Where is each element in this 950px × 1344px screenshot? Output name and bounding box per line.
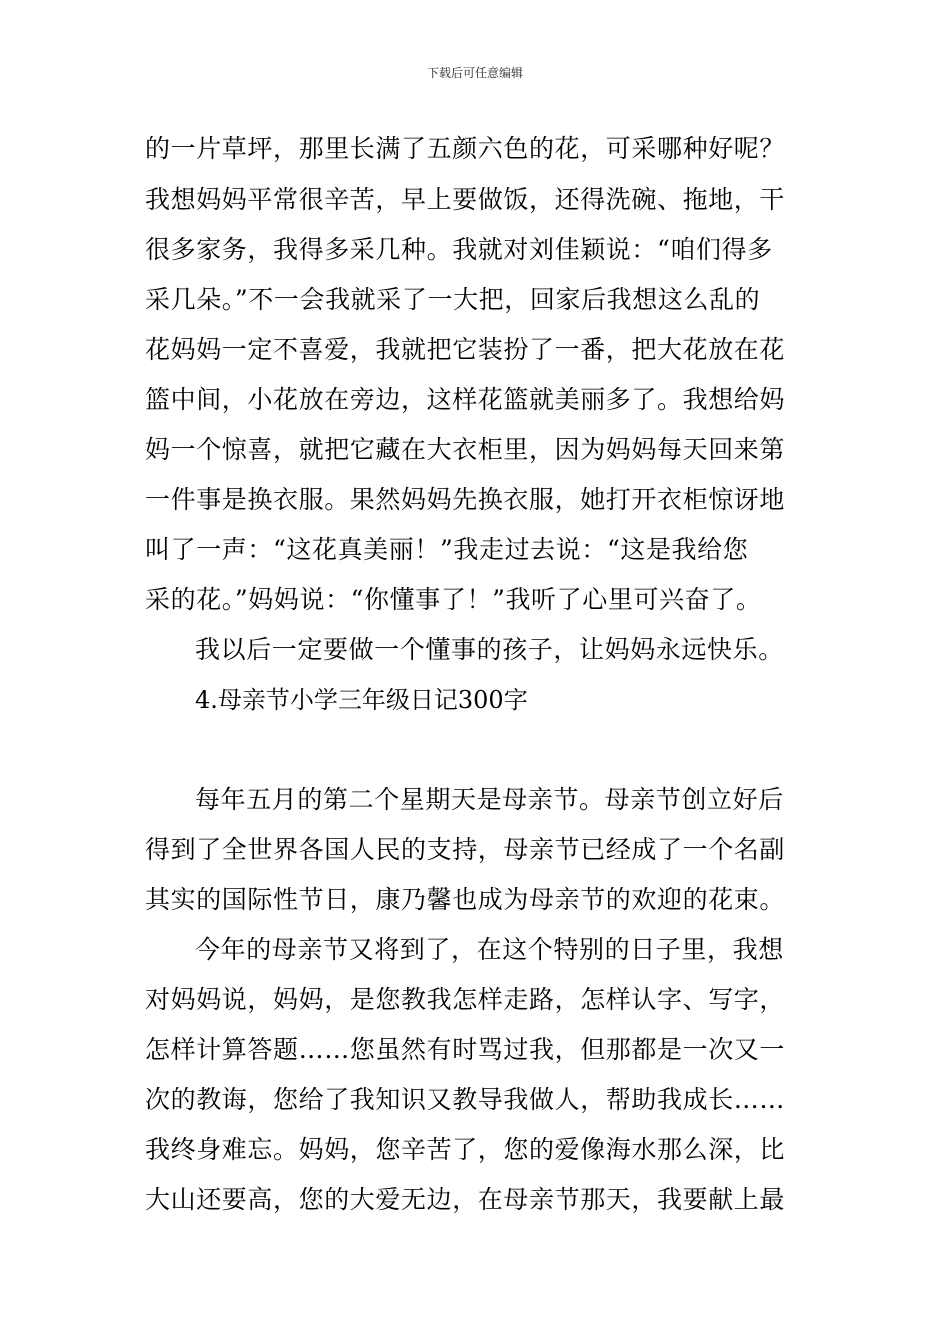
body-line: 我想妈妈平常很辛苦，早上要做饭，还得洗碗、拖地，干 [145,185,786,214]
body-line: 对妈妈说，妈妈，是您教我怎样走路，怎样认字、写字， [145,985,786,1014]
body-line: 采的花。”妈妈说：“你懂事了！”我听了心里可兴奋了。 [145,585,762,614]
body-line: 妈一个惊喜，就把它藏在大衣柜里，因为妈妈每天回来第 [145,435,786,464]
body-line: 叫了一声：“这花真美丽！”我走过去说：“这是我给您 [145,535,749,564]
body-line: 得到了全世界各国人民的支持，母亲节已经成了一个名副 [145,835,786,864]
body-line: 很多家务，我得多采几种。我就对刘佳颖说：“咱们得多 [145,235,773,264]
paragraph-line: 每年五月的第二个星期天是母亲节。母亲节创立好后 [195,785,784,814]
body-line: 我终身难忘。妈妈，您辛苦了，您的爱像海水那么深，比 [145,1135,786,1164]
body-line: 采几朵。”不一会我就采了一大把，回家后我想这么乱的 [145,285,761,314]
page-header: 下载后可任意编辑 [426,66,523,80]
paragraph-line: 今年的母亲节又将到了，在这个特别的日子里，我想 [195,935,784,964]
body-line: 怎样计算答题……您虽然有时骂过我，但那都是一次又一 [145,1035,786,1064]
body-line: 其实的国际性节日，康乃馨也成为母亲节的欢迎的花束。 [145,885,786,914]
body-line: 的一片草坪，那里长满了五颜六色的花，可采哪种好呢？ [145,134,786,163]
section-heading: 4.母亲节小学三年级日记300字 [195,686,528,714]
body-line: 花妈妈一定不喜爱，我就把它装扮了一番，把大花放在花 [145,335,786,364]
body-line: 一件事是换衣服。果然妈妈先换衣服，她打开衣柜惊讶地 [145,485,786,514]
body-line: 篮中间，小花放在旁边，这样花篮就美丽多了。我想给妈 [145,385,786,414]
paragraph-line: 我以后一定要做一个懂事的孩子，让妈妈永远快乐。 [195,635,784,664]
body-line: 大山还要高，您的大爱无边，在母亲节那天，我要献上最 [145,1185,786,1214]
body-line: 次的教诲，您给了我知识又教导我做人，帮助我成长…… [145,1085,786,1114]
